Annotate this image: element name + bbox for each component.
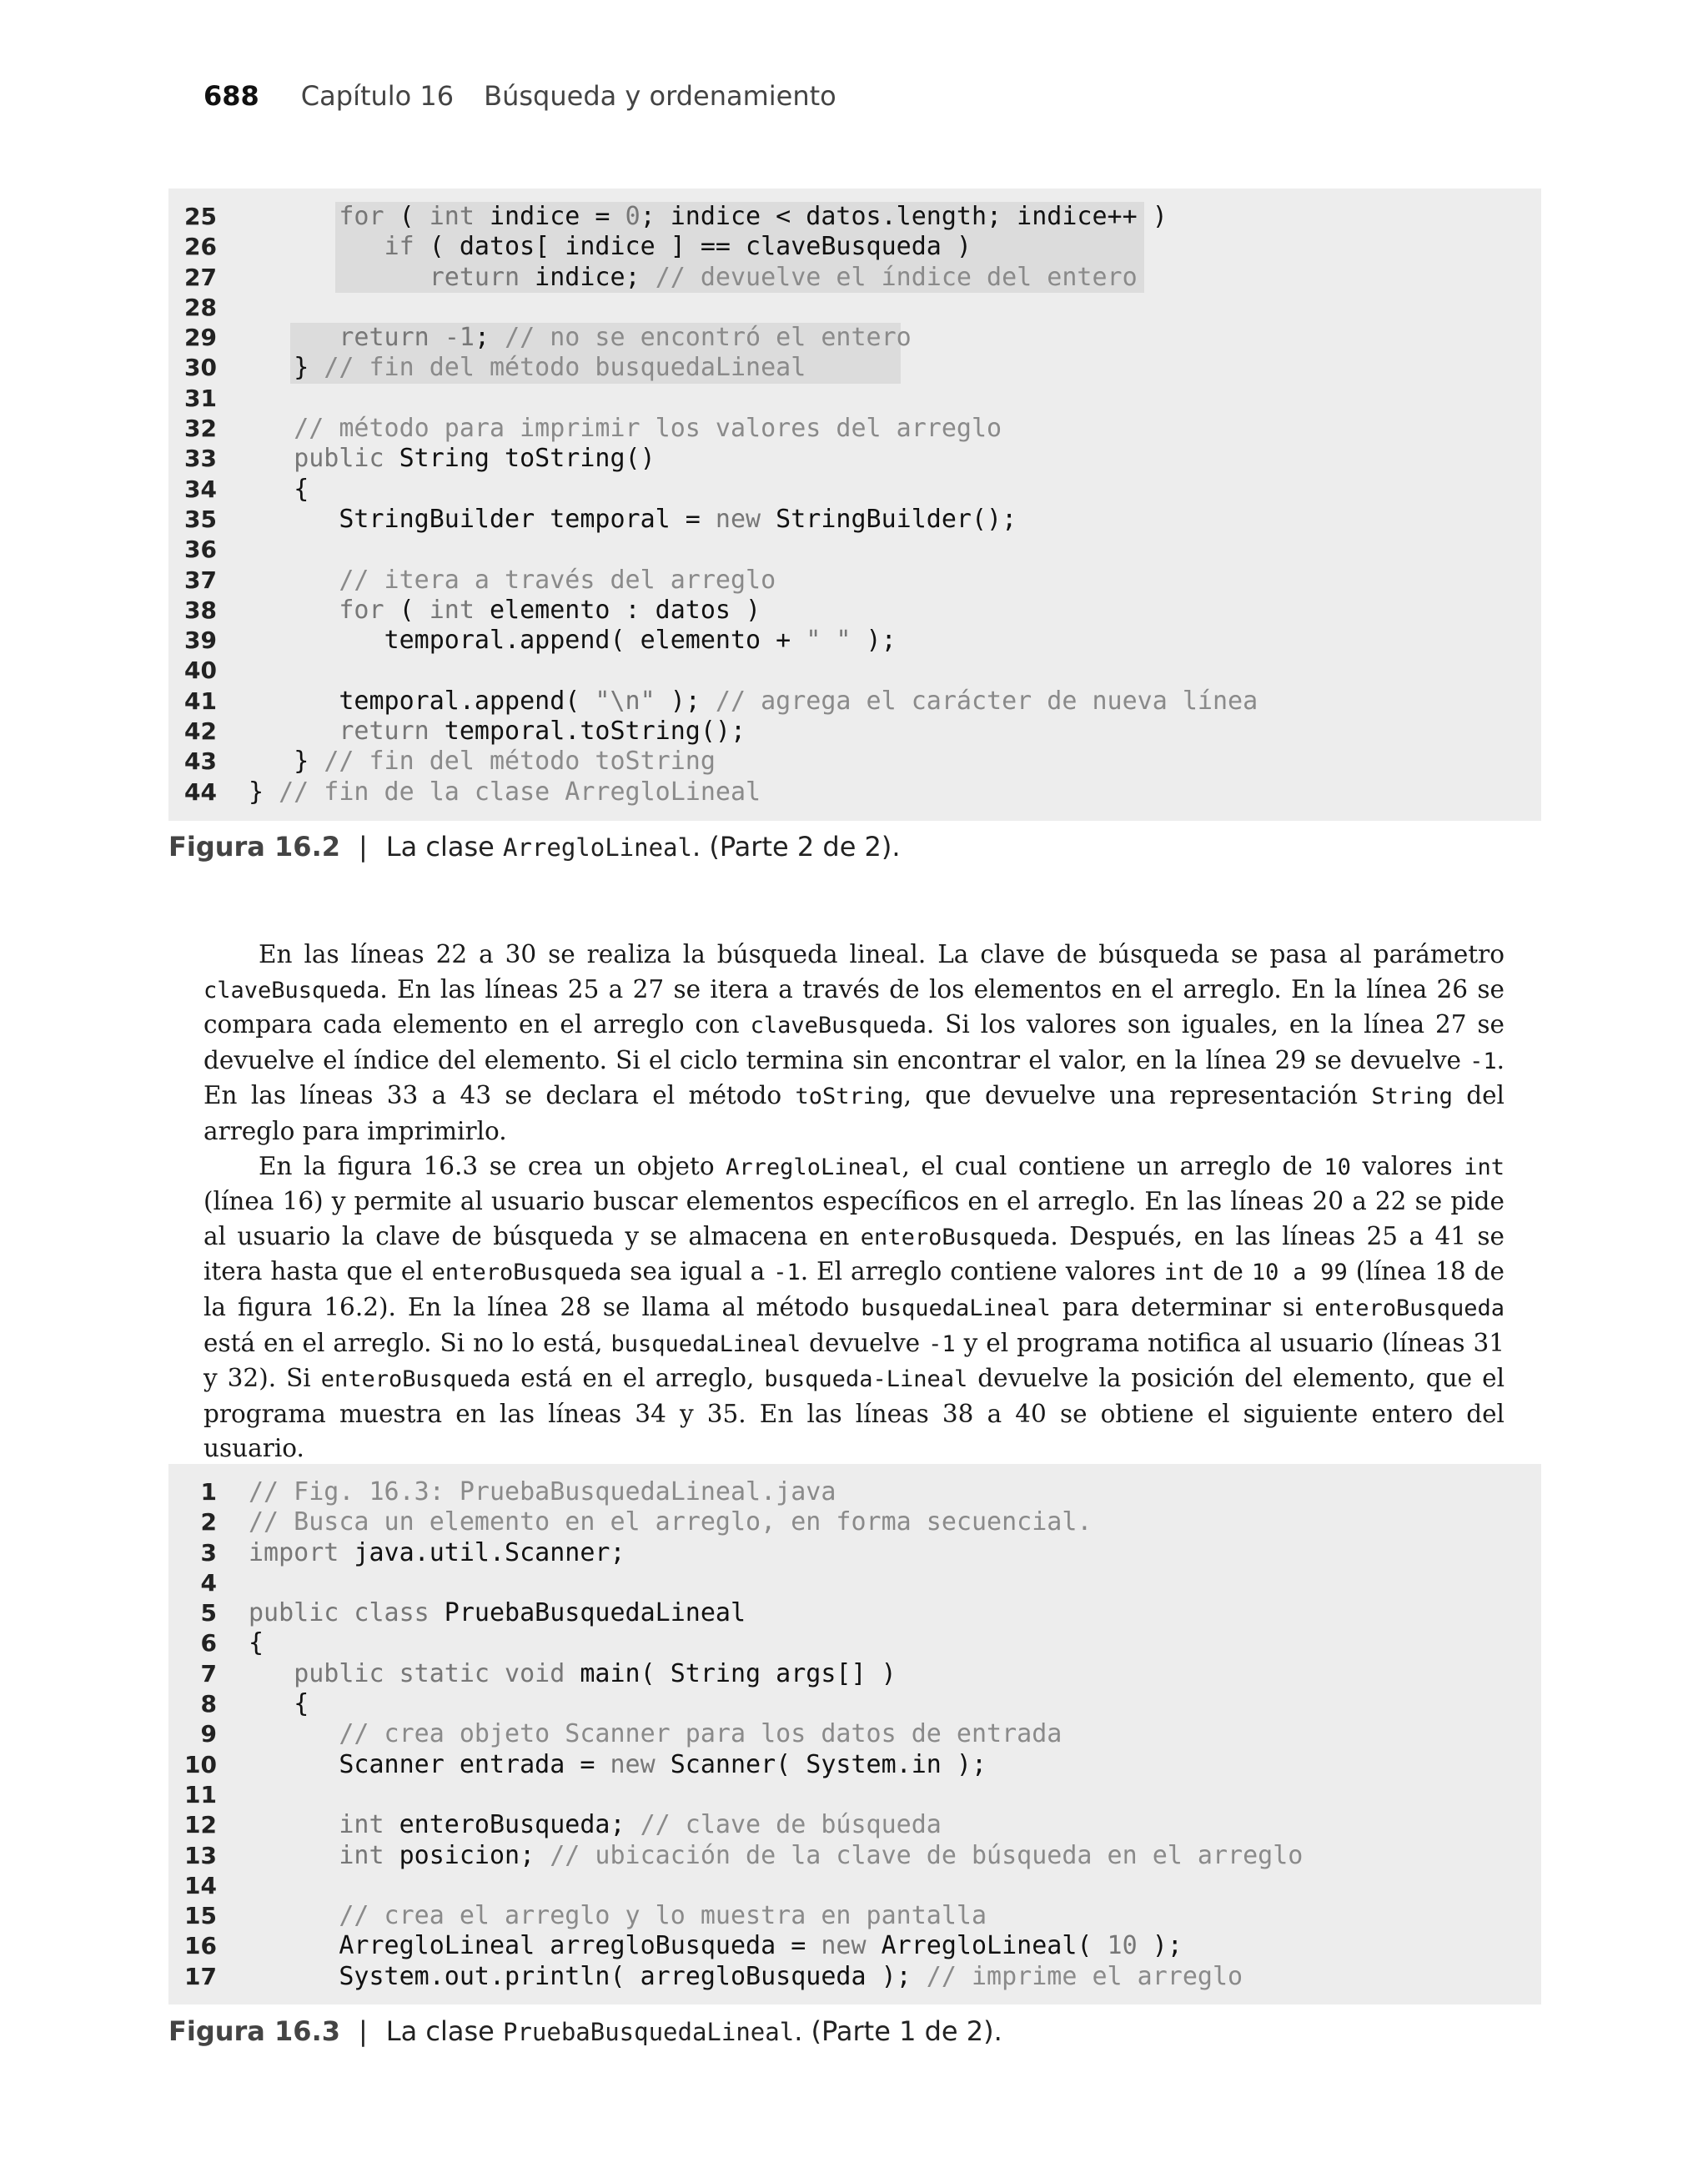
inline-code: claveBusqueda <box>750 1013 927 1039</box>
line-number: 13 <box>184 1841 217 1869</box>
inline-code: int <box>1464 1154 1505 1180</box>
code-text <box>249 232 972 262</box>
code-text <box>249 1538 625 1568</box>
inline-code: -1 <box>773 1260 801 1286</box>
inline-code: 10 a 99 <box>1251 1260 1348 1286</box>
code-comment: // fin de la clase ArregloLineal <box>279 777 761 807</box>
code-token: System.out.println( arregloBusqueda ); <box>339 1961 927 1991</box>
inline-code: enteroBusqueda <box>431 1260 622 1286</box>
paragraph-text: está en el arreglo. Si no lo está, <box>203 1328 611 1357</box>
code-token: enteroBusqueda; <box>384 1810 640 1840</box>
code-comment: // método para imprimir los valores del arreglo <box>294 414 1002 444</box>
code-comment: // ubicación de la clave de búsqueda en el arreglo <box>550 1840 1304 1870</box>
inline-code: busquedaLineal <box>610 1330 801 1357</box>
code-token: elemento : datos ) <box>474 595 761 625</box>
code-text <box>249 1628 264 1658</box>
code-token: { <box>294 1689 309 1719</box>
code-text <box>249 1810 942 1840</box>
chapter-title: Búsqueda y ordenamiento <box>484 80 836 112</box>
code-token: ); <box>851 626 897 656</box>
inline-code: ArregloLineal <box>726 1154 902 1180</box>
caption-separator: | <box>358 2015 368 2047</box>
code-keyword: new <box>715 504 761 534</box>
inline-code: busqueda-Lineal <box>764 1366 968 1393</box>
code-token: { <box>249 1628 264 1658</box>
code-keyword: " " <box>806 626 851 656</box>
line-number: 37 <box>184 566 217 594</box>
code-comment: // crea objeto Scanner para los datos de entrada <box>339 1719 1062 1749</box>
caption-code: PruebaBusquedaLineal <box>503 2018 795 2046</box>
code-token: ArregloLineal( <box>866 1931 1108 1961</box>
body-text <box>203 938 1505 1466</box>
line-number: 41 <box>184 687 217 715</box>
figure-caption-16-3 <box>168 2015 1002 2047</box>
code-keyword: -1 <box>444 323 475 353</box>
code-token <box>249 1659 294 1688</box>
code-comment: // crea el arreglo y lo muestra en pantalla <box>339 1901 987 1931</box>
line-number: 12 <box>184 1811 217 1839</box>
line-number: 16 <box>184 1932 217 1960</box>
code-token: String toString() <box>384 444 656 474</box>
code-keyword: import <box>249 1537 339 1567</box>
line-number: 6 <box>200 1629 217 1657</box>
code-text <box>249 1507 1092 1537</box>
code-comment: // clave de búsqueda <box>640 1810 942 1840</box>
paragraph-text: para determinar si <box>1050 1292 1315 1321</box>
code-text <box>249 414 1002 444</box>
body-paragraph <box>203 938 1505 1149</box>
line-number: 2 <box>200 1508 217 1537</box>
code-text <box>249 323 912 353</box>
code-token <box>249 1841 339 1870</box>
code-text <box>249 687 1258 717</box>
code-keyword: public static void <box>294 1658 565 1688</box>
code-token: Scanner( System.in ); <box>655 1749 987 1779</box>
line-number: 40 <box>184 656 217 685</box>
code-listing-fig-16-2 <box>168 189 1541 821</box>
code-token <box>249 687 339 716</box>
code-text <box>249 1931 1183 1961</box>
paragraph-text: . Si los valores son iguales, en la línea 27 se devuelve el índice del elemento. Si el ciclo termina sin encontrar el valor, en la línea 29 se devuelve <box>203 1010 1505 1074</box>
line-number: 14 <box>184 1871 217 1899</box>
paragraph-text: . El arreglo contiene valores <box>800 1257 1164 1286</box>
line-number: 38 <box>184 596 217 624</box>
code-listing-fig-16-3 <box>168 1464 1541 2004</box>
inline-code: busquedaLineal <box>861 1295 1051 1321</box>
line-number: 10 <box>184 1750 217 1778</box>
code-token <box>249 747 294 776</box>
code-token <box>249 353 294 382</box>
code-text <box>249 747 716 777</box>
paragraph-text: , el cual contiene un arreglo de <box>902 1151 1324 1180</box>
code-text <box>249 1598 746 1628</box>
code-token <box>249 596 339 625</box>
code-text <box>249 566 776 596</box>
code-token: posicion; <box>384 1840 550 1870</box>
paragraph-text: está en el arreglo, <box>510 1364 765 1393</box>
code-text <box>249 353 806 383</box>
code-token: ArregloLineal arregloBusqueda = <box>339 1931 821 1961</box>
line-number: 8 <box>200 1690 217 1718</box>
code-keyword: 0 <box>625 202 640 231</box>
caption-text-end: . (Parte 1 de 2). <box>794 2015 1002 2047</box>
code-token: ( datos[ indice ] == claveBusqueda ) <box>414 232 972 262</box>
code-keyword: "\n" <box>595 686 656 716</box>
code-token: } <box>294 353 324 383</box>
code-token <box>249 505 339 534</box>
inline-code: String <box>1371 1084 1453 1110</box>
code-text <box>249 1901 987 1931</box>
inline-code: toString <box>795 1084 904 1110</box>
paragraph-text: En la figura 16.3 se crea un objeto <box>259 1151 726 1180</box>
inline-code: enteroBusqueda <box>320 1366 511 1393</box>
code-token: ); <box>1137 1931 1183 1961</box>
code-keyword: public <box>294 444 384 474</box>
code-keyword: return <box>339 323 430 353</box>
code-token: StringBuilder temporal = <box>339 504 716 534</box>
code-keyword: new <box>610 1749 656 1779</box>
caption-text-end: . (Parte 2 de 2). <box>691 831 901 863</box>
paragraph-text: En las líneas 22 a 30 se realiza la búsqueda lineal. La clave de búsqueda se pasa al parámetro <box>259 940 1505 968</box>
code-token: StringBuilder(); <box>761 504 1017 534</box>
line-number: 9 <box>200 1720 217 1748</box>
code-text <box>249 1750 987 1780</box>
code-keyword: 10 <box>1107 1931 1138 1961</box>
code-token <box>249 626 384 655</box>
code-text <box>249 475 309 505</box>
code-token <box>249 1931 339 1960</box>
caption-code: ArregloLineal <box>503 833 692 862</box>
code-text <box>249 1841 1303 1871</box>
code-token <box>249 1689 294 1718</box>
code-token: Scanner entrada = <box>339 1749 610 1779</box>
line-number: 42 <box>184 717 217 746</box>
line-number: 35 <box>184 505 217 533</box>
code-token: java.util.Scanner; <box>339 1537 625 1567</box>
line-number: 5 <box>200 1599 217 1627</box>
paragraph-text: devuelve la posición del elemento, que el programa muestra en las líneas 34 y 35. En las líneas 38 a 40 se obtiene el siguiente entero del usuario. <box>203 1364 1505 1463</box>
code-keyword: new <box>821 1931 867 1961</box>
paragraph-text: de <box>1204 1257 1252 1286</box>
code-comment: // Busca un elemento en el arreglo, en forma secuencial. <box>249 1507 1093 1537</box>
line-number: 25 <box>184 203 217 230</box>
code-token <box>249 717 339 746</box>
code-text <box>249 505 1017 535</box>
code-keyword: int <box>339 1810 384 1840</box>
line-number: 39 <box>184 626 217 655</box>
code-token: main( String args[] ) <box>565 1658 897 1688</box>
paragraph-text: valores <box>1350 1151 1464 1180</box>
figure-label: Figura 16.2 <box>168 831 340 863</box>
code-token <box>249 1810 339 1839</box>
code-token: } <box>294 747 324 777</box>
code-keyword: if <box>384 232 414 262</box>
code-comment: // itera a través del arreglo <box>339 565 776 595</box>
code-token <box>249 1750 339 1779</box>
code-token <box>249 475 294 504</box>
code-token <box>249 566 339 595</box>
paragraph-text: (línea 18 de la figura 16.2). En la línea 28 se llama al método <box>203 1257 1505 1321</box>
code-token <box>249 323 339 352</box>
paragraph-text: y el programa notifica al usuario (líneas 31 y 32). Si <box>203 1328 1505 1393</box>
caption-text: La clase <box>385 831 503 863</box>
code-token <box>249 444 294 473</box>
code-keyword: public class <box>249 1598 430 1628</box>
code-comment: // agrega el carácter de nueva línea <box>715 686 1258 716</box>
code-token <box>249 414 294 443</box>
paragraph-text: del arreglo para imprimirlo. <box>203 1081 1505 1145</box>
line-number: 4 <box>200 1568 217 1597</box>
paragraph-text: , que devuelve una representación <box>903 1081 1372 1110</box>
line-number: 33 <box>184 445 217 473</box>
line-number: 31 <box>184 384 217 412</box>
code-comment: // devuelve el índice del entero <box>655 262 1138 292</box>
code-token: temporal.append( <box>339 686 595 716</box>
line-number: 29 <box>184 324 217 352</box>
line-number: 34 <box>184 475 217 503</box>
figure-label: Figura 16.3 <box>168 2015 340 2047</box>
caption-text: La clase <box>385 2015 503 2047</box>
page-header <box>203 80 836 112</box>
code-token: indice = <box>474 202 625 231</box>
code-token: ( <box>384 202 430 231</box>
code-text <box>249 1719 1062 1749</box>
code-token: indice; <box>520 262 656 292</box>
paragraph-text: . Después, en las líneas 25 a 41 se itera hasta que el <box>203 1221 1505 1286</box>
paragraph-text: . En las líneas 25 a 27 se itera a través de los elementos en el arreglo. En la línea 26 se compara cada elemento en el arreglo con <box>203 974 1505 1039</box>
code-text <box>249 1962 1243 1992</box>
line-number: 44 <box>184 777 217 806</box>
line-number: 17 <box>184 1962 217 1990</box>
code-comment: // Fig. 16.3: PruebaBusquedaLineal.java <box>249 1477 836 1506</box>
code-text <box>249 202 1168 232</box>
code-text <box>249 1477 836 1507</box>
figure-caption-16-2 <box>168 831 901 863</box>
code-comment: // no se encontró el entero <box>505 323 912 353</box>
code-token: } <box>249 777 279 807</box>
code-token: PruebaBusquedaLineal <box>429 1598 746 1628</box>
paragraph-text: . En las líneas 33 a 43 se declara el método <box>203 1045 1505 1110</box>
code-keyword: for <box>339 202 384 231</box>
code-token: { <box>294 474 309 504</box>
paragraph-text: devuelve <box>801 1328 929 1357</box>
line-number: 7 <box>200 1659 217 1688</box>
code-token: ( <box>384 595 430 625</box>
code-token <box>430 323 445 352</box>
line-number: 30 <box>184 354 217 382</box>
inline-code: claveBusqueda <box>203 977 380 1003</box>
code-token <box>249 1901 339 1930</box>
code-token <box>249 232 384 261</box>
inline-code: -1 <box>928 1330 956 1357</box>
code-token <box>249 263 430 292</box>
caption-separator: | <box>358 831 368 863</box>
code-text <box>249 626 897 656</box>
code-comment: // fin del método toString <box>324 747 716 777</box>
line-number: 27 <box>184 263 217 291</box>
chapter-label: Capítulo 16 <box>300 80 455 112</box>
paragraph-text: sea igual a <box>621 1257 774 1286</box>
code-text <box>249 717 746 747</box>
code-keyword: return <box>429 262 520 292</box>
line-number: 3 <box>200 1538 217 1567</box>
code-keyword: int <box>339 1840 384 1870</box>
line-number: 26 <box>184 233 217 261</box>
code-comment: // fin del método busquedaLineal <box>324 353 806 383</box>
code-token: ); <box>655 686 716 716</box>
line-number: 1 <box>200 1478 217 1506</box>
code-token <box>249 1962 339 1991</box>
code-text <box>249 263 1138 293</box>
code-token: temporal.append( elemento + <box>384 626 806 656</box>
code-token: ; indice < datos.length; indice++ ) <box>640 202 1168 231</box>
code-text <box>249 1659 897 1689</box>
code-token <box>249 202 339 231</box>
inline-code: int <box>1163 1260 1205 1286</box>
code-keyword: int <box>429 202 475 231</box>
line-number: 11 <box>184 1780 217 1808</box>
line-number: 28 <box>184 293 217 321</box>
code-token <box>249 1719 339 1748</box>
code-comment: // imprime el arreglo <box>926 1961 1243 1991</box>
code-keyword: for <box>339 595 384 625</box>
inline-code: enteroBusqueda <box>860 1224 1051 1250</box>
line-number: 36 <box>184 536 217 564</box>
code-keyword: return <box>339 717 430 747</box>
inline-code: enteroBusqueda <box>1314 1295 1505 1321</box>
code-token: ; <box>474 323 505 353</box>
line-number: 15 <box>184 1902 217 1930</box>
paragraph-text: (línea 16) y permite al usuario buscar elementos específicos en el arreglo. En las líneas 20 a 22 se pide al usuario la clave de búsqueda y se almacena en <box>203 1187 1505 1250</box>
code-text <box>249 444 656 474</box>
code-text <box>249 596 761 626</box>
line-number: 43 <box>184 747 217 776</box>
code-token: temporal.toString(); <box>429 717 746 747</box>
inline-code: -1 <box>1469 1048 1497 1074</box>
body-paragraph <box>203 1149 1505 1466</box>
inline-code: 10 <box>1324 1154 1351 1180</box>
page-number: 688 <box>203 80 259 112</box>
code-keyword: int <box>429 595 475 625</box>
line-number: 32 <box>184 415 217 443</box>
code-text <box>249 1689 309 1719</box>
code-text <box>249 777 761 807</box>
